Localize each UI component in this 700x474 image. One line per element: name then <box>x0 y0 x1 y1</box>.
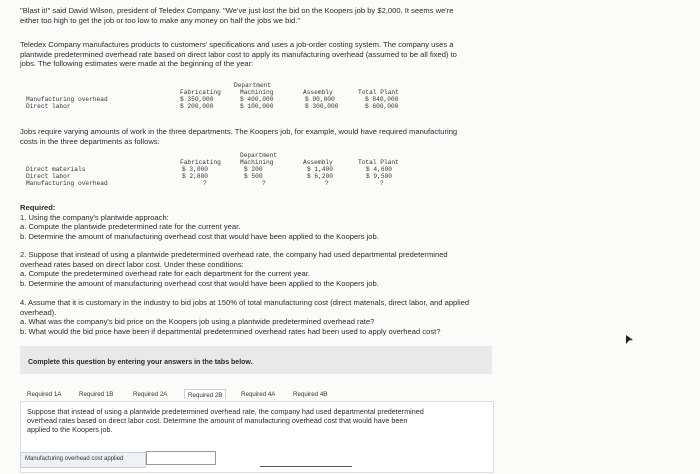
tab-required-4a[interactable]: Required 4A <box>241 391 276 398</box>
paragraph-line: Jobs require varying amounts of work in the three departments. The Koopers job, for example, would have required manufacturing <box>20 127 458 136</box>
estimates-table <box>20 82 440 122</box>
tab-required-1a[interactable]: Required 1A <box>27 391 62 398</box>
tab-content-text <box>27 408 489 434</box>
paragraph-line: jobs. The following estimates were made at the beginning of the year: <box>20 59 254 69</box>
requirement-line: overhead). <box>20 307 57 317</box>
column-header-machining: Machining <box>240 89 274 96</box>
row-label-direct-labor: Direct labor <box>26 173 71 180</box>
tab-required-2b[interactable]: Required 2B <box>184 389 226 399</box>
department-group-header: Department <box>240 152 278 159</box>
row-label-manufacturing-overhead: Manufacturing overhead <box>26 96 108 103</box>
requirement-line: a. Compute the predetermined overhead rate for each department for the current year. <box>20 269 310 279</box>
requirement-line: 4. Assume that it is customary in the industry to bid jobs at 150% of total manufacturing cost (direct materials, direct labor, and applied <box>20 298 470 307</box>
answer-label: Manufacturing overhead cost applied <box>25 456 124 462</box>
tab-content-line: applied to the Koopers job. <box>27 424 113 434</box>
table-cell: $ 100,000 <box>240 103 274 110</box>
table-cell: $ 840,000 <box>365 96 399 103</box>
required-section-4 <box>20 298 700 336</box>
table-cell: $ 9,500 <box>366 173 392 180</box>
tab-bar <box>20 389 492 401</box>
cursor-icon <box>626 332 634 342</box>
requirement-line: 1. Using the company's plantwide approach: <box>20 212 169 222</box>
table-cell: $ 350,000 <box>180 96 214 103</box>
table-cell: ? <box>380 180 384 187</box>
table-cell: $ 90,000 <box>305 96 335 103</box>
column-header-fabricating: Fabricating <box>180 89 221 96</box>
tab-content-line: overhead rates based on direct labor cost. Determine the amount of manufacturing overhead cost that would have been <box>27 415 408 425</box>
requirement-line: b. Determine the amount of manufacturing overhead cost that would have been applied to the Koopers job. <box>20 278 379 288</box>
required-section-2 <box>20 250 700 288</box>
row-label-direct-labor: Direct labor <box>26 103 71 110</box>
requirement-line: a. What was the company's bid price on the Koopers job using a plantwide predetermined overhead rate? <box>20 317 375 327</box>
row-label-manufacturing-overhead: Manufacturing overhead <box>26 180 108 187</box>
instruction-text: Complete this question by entering your answers in the tabs below. <box>28 359 253 366</box>
requirement-line: b. Determine the amount of manufacturing overhead cost that would have been applied to the Koopers job. <box>20 231 379 241</box>
column-header-assembly: Assembly <box>303 159 333 166</box>
required-heading: Required: <box>20 203 56 212</box>
column-header-machining: Machining <box>240 159 274 166</box>
requirement-line: b. What would the bid price have been if departmental predetermined overhead rates had been used to apply overhead cost? <box>20 326 441 336</box>
table-cell: $ 300,000 <box>305 103 339 110</box>
column-header-assembly: Assembly <box>303 89 333 96</box>
koopers-description <box>20 127 700 146</box>
answer-label-cell <box>20 452 146 468</box>
requirement-line: a. Compute the plantwide predetermined rate for the current year. <box>20 222 241 232</box>
table-cell: $ 4,600 <box>366 166 392 173</box>
koopers-costs-table <box>20 152 440 196</box>
table-cell: $ 200 <box>244 166 263 173</box>
table-cell: $ 200,000 <box>180 103 214 110</box>
row-label-direct-materials: Direct materials <box>26 166 86 173</box>
table-cell: $ 3,000 <box>182 166 208 173</box>
tab-required-1b[interactable]: Required 1B <box>79 391 114 398</box>
intro-quote <box>20 6 700 25</box>
instruction-bar <box>20 346 492 374</box>
tab-required-2a[interactable]: Required 2A <box>133 391 168 398</box>
tab-required-4b[interactable]: Required 4B <box>293 391 328 398</box>
table-cell: ? <box>262 180 266 187</box>
department-group-header: Department <box>234 82 272 89</box>
table-cell: ? <box>203 180 207 187</box>
column-header-total-plant: Total Plant <box>358 159 399 166</box>
answer-underline <box>260 466 352 467</box>
table-cell: ? <box>325 180 329 187</box>
required-section <box>20 203 700 241</box>
paragraph-line: costs in the three departments as follows: <box>20 136 160 146</box>
manufacturing-overhead-applied-input[interactable] <box>146 451 216 465</box>
paragraph-line: Teledex Company manufactures products to customers' specifications and uses a job-order costing system. The company uses a <box>20 40 454 49</box>
table-cell: $ 500 <box>244 173 263 180</box>
table-cell: $ 400,000 <box>240 96 274 103</box>
column-header-total-plant: Total Plant <box>358 89 399 96</box>
tab-content-line: Suppose that instead of using a plantwide predetermined overhead rate, the company had used departmental predetermined <box>27 407 424 416</box>
table-cell: $ 600,000 <box>365 103 399 110</box>
paragraph-line: plantwide predetermined overhead rate based on direct labor cost to apply its manufacturing overhead (assumed to be all fixed) to <box>20 49 457 59</box>
requirement-line: overhead rates based on direct labor cost. Under these conditions: <box>20 259 244 269</box>
company-description <box>20 40 700 69</box>
table-cell: $ 6,200 <box>307 173 333 180</box>
column-header-fabricating: Fabricating <box>180 159 221 166</box>
intro-quote-line-2: either too high to get the job or too low to make any money on half the jobs we bid." <box>20 15 301 25</box>
table-cell: $ 1,400 <box>307 166 333 173</box>
table-cell: $ 2,800 <box>182 173 208 180</box>
intro-quote-line-1: "Blast it!" said David Wilson, president of Teledex Company. "We've just lost the bid on the Koopers job by $2,000. It seems we're <box>20 6 454 15</box>
requirement-line: 2. Suppose that instead of using a plantwide predetermined overhead rate, the company had used departmental predetermined <box>20 250 448 259</box>
